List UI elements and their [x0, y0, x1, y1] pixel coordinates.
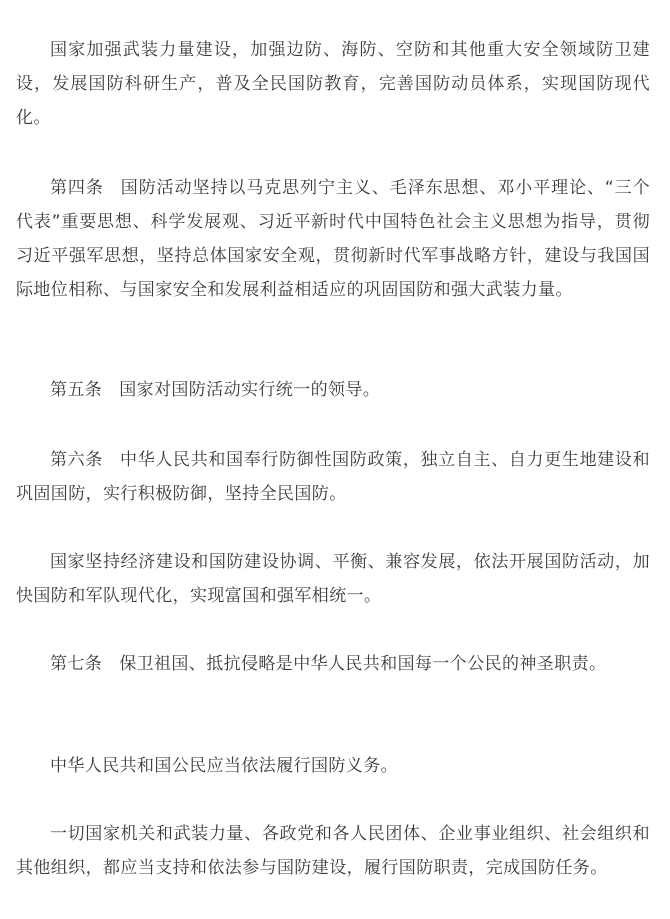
paragraph-text: 国家坚持经济建设和国防建设协调、平衡、兼容发展，依法开展国防活动，加快国防和军队现代化，实现富国和强军相统一。: [16, 552, 650, 606]
article-number: 第六条: [50, 450, 104, 470]
paragraph-text: 国家对国防活动实行统一的领导。: [119, 380, 381, 400]
article-number: 第四条: [50, 178, 104, 198]
paragraph-organizations-duty: [16, 817, 650, 885]
paragraph-economic-defense-balance: [16, 545, 650, 613]
paragraph-text: 国家加强武装力量建设，加强边防、海防、空防和其他重大安全领域防卫建设，发展国防科研生产，普及全民国防教育，完善国防动员体系，实现国防现代化。: [16, 40, 650, 128]
paragraph-article-4: [16, 171, 650, 307]
paragraph-citizen-duty: [16, 749, 650, 783]
paragraph-text: 中华人民共和国奉行防御性国防政策，独立自主、自力更生地建设和巩固国防，实行积极防御，坚持全民国防。: [16, 450, 651, 504]
paragraph-text: 中华人民共和国公民应当依法履行国防义务。: [50, 756, 398, 776]
paragraph-armed-forces-building: [16, 33, 650, 135]
paragraph-article-6: [16, 443, 650, 511]
paragraph-article-5: [16, 373, 650, 407]
paragraph-text: 国防活动坚持以马克思列宁主义、毛泽东思想、邓小平理论、“三个代表”重要思想、科学发展观、习近平新时代中国特色社会主义思想为指导，贯彻习近平强军思想，坚持总体国家安全观，贯彻新时代军事战略方针，建设与我国国际地位相称、与国家安全和发展利益相适应的巩固国防和强大武装力量。: [16, 178, 650, 300]
article-number: 第七条: [50, 654, 103, 674]
article-number: 第五条: [50, 380, 103, 400]
paragraph-article-7: [16, 647, 650, 681]
paragraph-text: 一切国家机关和武装力量、各政党和各人民团体、企业事业组织、社会组织和其他组织，都应当支持和依法参与国防建设，履行国防职责，完成国防任务。: [16, 824, 650, 878]
paragraph-text: 保卫祖国、抵抗侵略是中华人民共和国每一个公民的神圣职责。: [119, 654, 607, 674]
